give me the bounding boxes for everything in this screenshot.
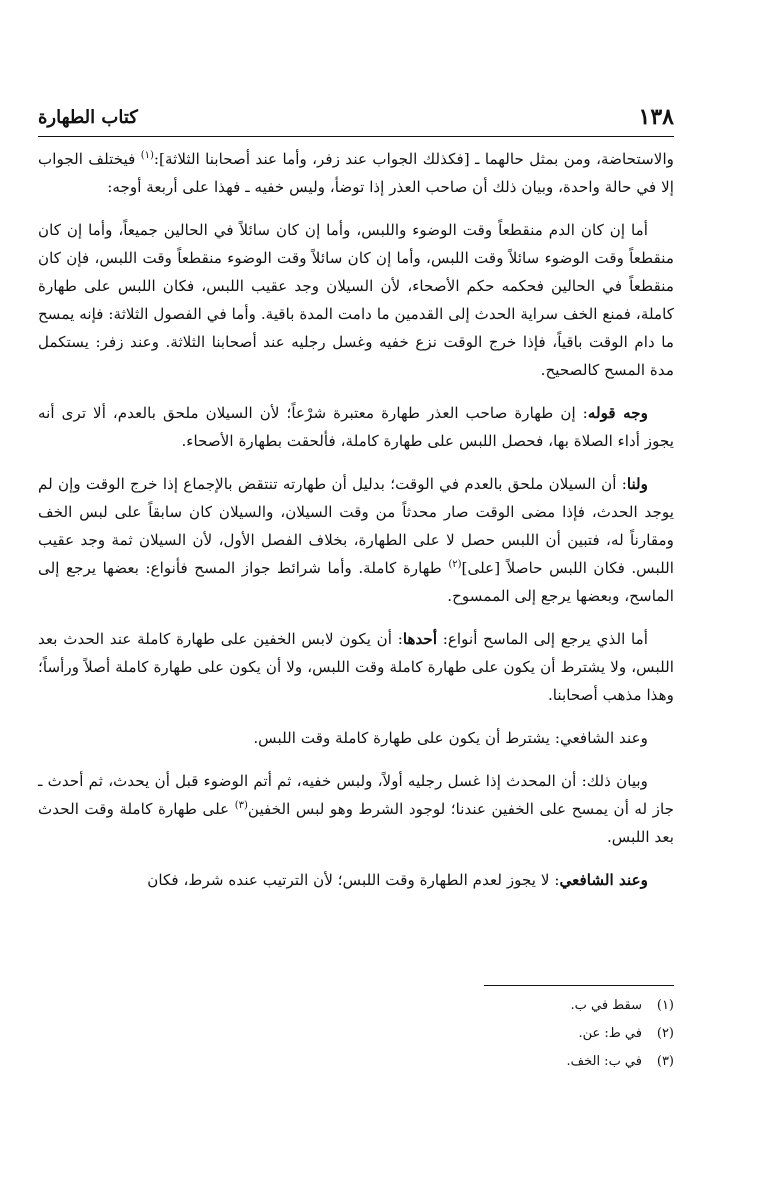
main-text (38, 145, 674, 909)
footnote-ref[interactable]: (١) (140, 149, 154, 161)
running-title: كتاب الطهارة (38, 107, 138, 128)
page-number: ١٣٨ (638, 104, 674, 130)
section-label: أحدها (402, 630, 438, 648)
footnotes (38, 992, 674, 1076)
paragraph: ولنا: أن السيلان ملحق بالعدم في الوقت؛ بدليل أن طهارته تنتقض بالإجماع إذا خرج الوقت وإن لم يوجد الحدث، فإذا مضى الوقت صار محدثاً من وقت السيلان، والسيلان كان سابقاً على لبس الخف ومقارناً له، فتبين أن اللبس حصل لا على الطهارة، بخلاف الفصل الأول، لأن السيلان ثمة وجد عقيب اللبس. فكان اللبس حاصلاً [على]$^{(٢)}$ طهارة كاملة. وأما شرائط جواز المسح فأنواع: بعضها يرجع إلى الماسح، وبعضها يرجع إلى الممسوح. (38, 475, 674, 605)
paragraph: أما الذي يرجع إلى الماسح أنواع: أحدها: أن يكون لابس الخفين على طهارة كاملة عند الحدث بعد اللبس، ولا يشترط أن يكون على طهارة كاملة وقت اللبس، ولا أن يكون على طهارة كاملة أصلاً ورأساً؛ وهذا مذهب أصحابنا. (38, 630, 674, 704)
footnote: (٣) في ب: الخف. (566, 1054, 674, 1069)
paragraph: والاستحاضة، ومن بمثل حالهما ـ [فكذلك الجواب عند زفر، وأما عند أصحابنا الثلاثة]:$^{(١)}$ فيختلف الجواب إلا في حالة واحدة، وبيان ذلك أن صاحب العذر إذا توضأ، وليس خفيه ـ فهذا على أربعة أوجه: (38, 149, 675, 196)
footnote-divider (484, 985, 674, 986)
page-header (38, 96, 674, 137)
paragraph: وعند الشافعي: لا يجوز لعدم الطهارة وقت اللبس؛ لأن الترتيب عنده شرط، فكان (147, 871, 648, 889)
book-page (38, 0, 674, 1185)
footnote: (١) سقط في ب. (570, 998, 674, 1013)
section-label: وعند الشافعي (559, 871, 648, 889)
section-label: ولنا (626, 475, 648, 493)
section-label: وجه قوله (587, 404, 648, 422)
paragraph: وجه قوله: إن طهارة صاحب العذر طهارة معتبرة شرْعاً؛ لأن السيلان ملحق بالعدم، ألا ترى أنه يجوز أداء الصلاة بها، فحصل اللبس على طهارة كاملة، فألحقت بطهارة الأصحاء. (38, 404, 674, 450)
paragraph: وعند الشافعي: يشترط أن يكون على طهارة كاملة وقت اللبس. (253, 729, 648, 747)
paragraph: أما إن كان الدم منقطعاً وقت الوضوء واللبس، وأما إن كان سائلاً في الحالين جميعاً، وأما إن كان منقطعاً وقت الوضوء سائلاً وقت اللبس، وأما إن كان سائلاً وقت الوضوء منقطعاً وقت اللبس، فإن كان منقطعاً في الحالين فحكمه حكم الأصحاء، لأن السيلان وجد عقيب اللبس، فكان اللبس على طهارة كاملة، فمنع الخف سراية الحدث إلى القدمين ما دامت المدة باقية. وأما في الفصول الثلاثة: فإنه يمسح ما دام الوقت باقياً، فإذا خرج الوقت نزع خفيه وغسل رجليه عند أصحابنا الثلاثة. وعند زفر: يستكمل مدة المسح كالصحيح. (38, 221, 674, 379)
footnote-ref[interactable]: (٢) (448, 558, 462, 570)
paragraph: وبيان ذلك: أن المحدث إذا غسل رجليه أولاً، ولبس خفيه، ثم أتم الوضوء قبل أن يحدث، ثم أحدث ـ جاز له أن يمسح على الخفين عندنا؛ لوجود الشرط وهو لبس الخفين$^{(٣)}$ على طهارة كاملة وقت الحدث بعد اللبس. (38, 772, 674, 846)
footnote: (٢) في ط: عن. (578, 1026, 674, 1041)
footnote-ref[interactable]: (٣) (234, 799, 248, 811)
